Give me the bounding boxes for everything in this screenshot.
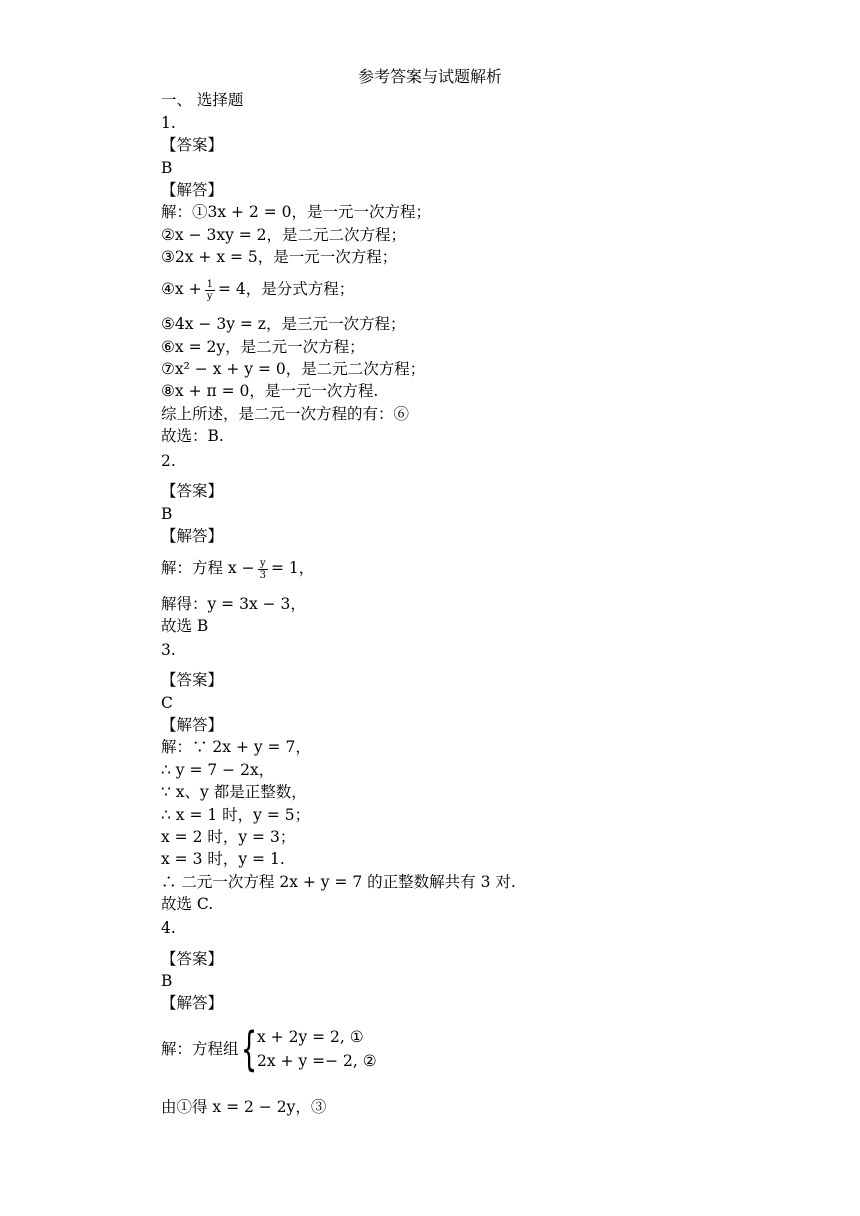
solution-line: ⑦x² − x + y = 0，是二元二次方程； [161, 360, 426, 378]
question-number: 3. [161, 641, 176, 659]
answer-tag: 【答案】 [161, 950, 224, 968]
solution-line: ⑤4x − 3y = z，是三元一次方程； [161, 315, 406, 333]
choice-line: 故选 C. [161, 895, 214, 913]
fraction-numerator: y [258, 558, 268, 570]
solution-line: 解：①3x + 2 = 0，是一元一次方程； [161, 203, 432, 221]
question-number: 1. [161, 114, 176, 132]
left-brace-icon: { [241, 1022, 258, 1076]
solution-line: ∵ x、y 都是正整数， [161, 783, 307, 801]
answer-value: B [161, 972, 173, 990]
fraction-denominator: 3 [259, 569, 266, 581]
solution-tag: 【解答】 [161, 527, 224, 545]
question-number: 4. [161, 919, 176, 937]
system-equation-2: 2x + y =− 2, ② [257, 1052, 377, 1070]
solution-tag: 【解答】 [161, 716, 224, 734]
choice-line: 故选 B [161, 617, 209, 635]
answer-tag: 【答案】 [161, 671, 224, 689]
equation-part: ④x + [161, 280, 202, 298]
question-number: 2. [161, 452, 176, 470]
solution-tag: 【解答】 [161, 994, 224, 1012]
system-label: 解：方程组 [161, 1040, 239, 1058]
solution-line: x = 2 时，y = 3； [161, 828, 296, 846]
fraction [205, 279, 215, 302]
answer-tag: 【答案】 [161, 482, 224, 500]
solution-line: ∴ y = 7 − 2x， [161, 761, 275, 779]
summary-line: 综上所述，是二元一次方程的有：⑥ [161, 405, 410, 423]
solution-line-fraction [161, 278, 354, 302]
equation-part: 解：方程 x − [161, 559, 255, 577]
answer-value: B [161, 159, 173, 177]
choice-line: 故选：B. [161, 427, 224, 445]
solution-tag: 【解答】 [161, 181, 224, 199]
solution-line: ②x − 3xy = 2，是二元二次方程； [161, 226, 407, 244]
solution-line: x = 3 时，y = 1. [161, 850, 285, 868]
solution-line: 解得：y = 3x − 3， [161, 595, 306, 613]
answer-value: B [161, 505, 173, 523]
page-title: 参考答案与试题解析 [357, 67, 502, 86]
section-heading: 一、 选择题 [161, 91, 244, 109]
fraction-denominator: y [206, 290, 213, 302]
solution-line: 解：∵ 2x + y = 7， [161, 738, 311, 756]
equation-part: = 1， [270, 559, 315, 577]
solution-line: ⑥x = 2y，是二元一次方程； [161, 338, 365, 356]
system-equation-1: x + 2y = 2, ① [257, 1028, 364, 1046]
solution-line: 由①得 x = 2 − 2y，③ [161, 1098, 327, 1116]
fraction [258, 558, 268, 581]
answer-tag: 【答案】 [161, 136, 224, 154]
solution-line-fraction [161, 557, 314, 581]
solution-line: ⑧x + π = 0，是一元一次方程. [161, 382, 379, 400]
fraction-numerator: 1 [206, 278, 213, 290]
solution-line: ③2x + x = 5，是一元一次方程； [161, 248, 398, 266]
solution-line: ∴ 二元一次方程 2x + y = 7 的正整数解共有 3 对. [161, 873, 516, 891]
answer-value: C [161, 694, 173, 712]
solution-line: ∴ x = 1 时，y = 5； [161, 806, 311, 824]
equation-part: = 4，是分式方程； [217, 280, 355, 298]
